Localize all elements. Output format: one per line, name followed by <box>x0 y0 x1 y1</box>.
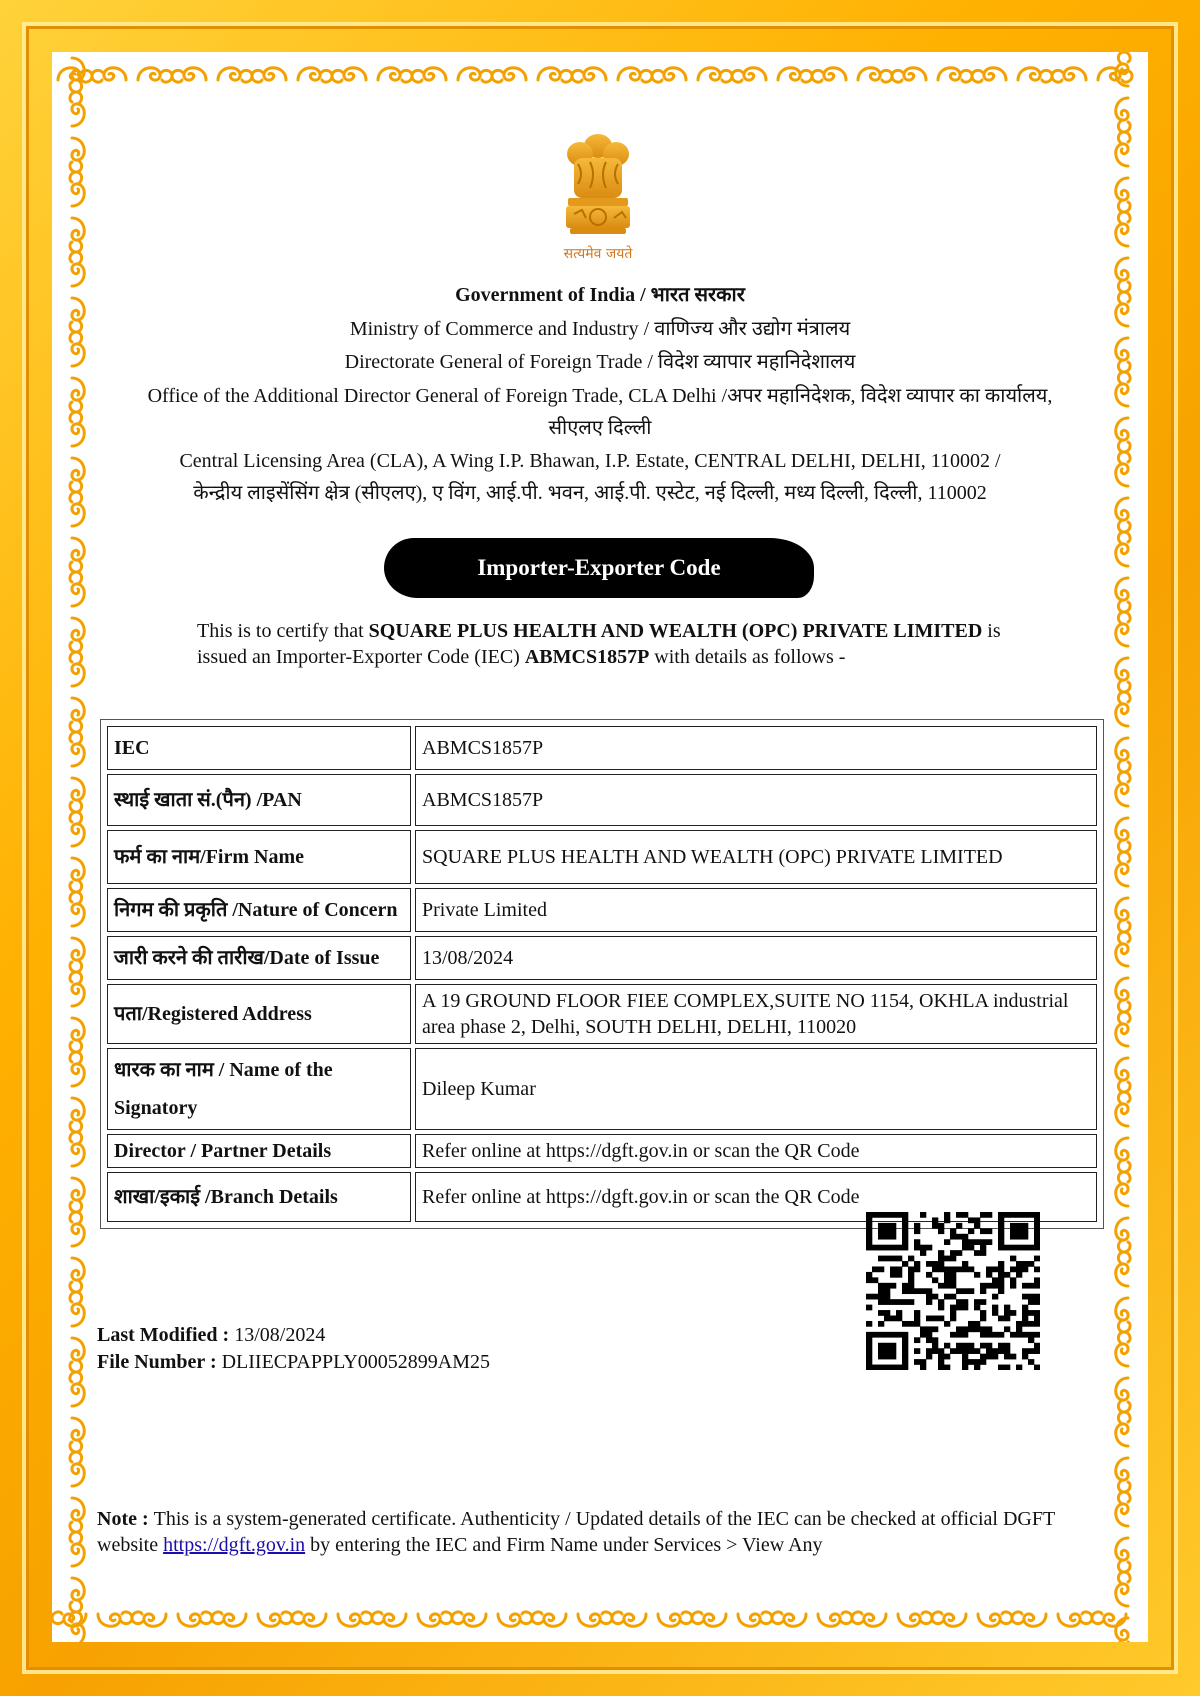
certificate-note <box>97 1506 1087 1558</box>
note-label: Note : <box>97 1508 154 1530</box>
note-text: This is a system-generated certificate. Authenticity / Updated details of the IEC can be checked at official DGFT website <box>97 1508 1055 1556</box>
detail-label: निगम की प्रकृति /Nature of Concern <box>107 888 411 932</box>
detail-value: Refer online at https://dgft.gov.in or scan the QR Code <box>415 1172 1097 1222</box>
detail-value: ABMCS1857P <box>415 726 1097 770</box>
government-heading: Government of India / भारत सरकार <box>455 284 745 306</box>
certify-middle: is issued an Importer-Exporter Code (IEC) <box>197 620 1001 668</box>
table-row <box>107 984 1097 1044</box>
detail-label: स्थाई खाता सं.(पैन) /PAN <box>107 774 411 826</box>
detail-label: शाखा/इकाई /Branch Details <box>107 1172 411 1222</box>
detail-label: धारक का नाम / Name of the Signatory <box>107 1048 411 1130</box>
table-row <box>107 1048 1097 1130</box>
national-emblem-icon <box>550 124 646 264</box>
detail-value: SQUARE PLUS HEALTH AND WEALTH (OPC) PRIVATE LIMITED <box>415 830 1097 884</box>
certify-prefix: This is to certify that <box>197 620 369 642</box>
detail-label: फर्म का नाम/Firm Name <box>107 830 411 884</box>
detail-value: Private Limited <box>415 888 1097 932</box>
certify-suffix: with details as follows - <box>649 646 846 668</box>
table-row <box>107 774 1097 826</box>
office-address <box>100 445 1080 509</box>
detail-label: पता/Registered Address <box>107 984 411 1044</box>
detail-value: ABMCS1857P <box>415 774 1097 826</box>
detail-value: 13/08/2024 <box>415 936 1097 980</box>
svg-text:सत्यमेव जयते: सत्यमेव जयते <box>563 246 633 262</box>
office-address-hindi: केन्द्रीय लाइसेंसिंग क्षेत्र (सीएलए), ए विंग, आई.पी. भवन, आई.पी. एस्टेट, नई दिल्ली, मध्य दिल्ली, दिल्ली, 110002 <box>193 482 987 504</box>
certificate-title: Importer-Exporter Code <box>384 538 814 598</box>
detail-value: Refer online at https://dgft.gov.in or scan the QR Code <box>415 1134 1097 1168</box>
note-text-after: by entering the IEC and Firm Name under Services > View Any <box>305 1534 823 1556</box>
qr-code[interactable] <box>866 1212 1040 1370</box>
file-number: File Number : DLIIECPAPPLY00052899AM25 <box>97 1351 491 1373</box>
detail-value: A 19 GROUND FLOOR FIEE COMPLEX,SUITE NO 1154, OKHLA industrial area phase 2, Delhi, SOUTH DELHI, DELHI, 110020 <box>415 984 1097 1044</box>
detail-label: Director / Partner Details <box>107 1134 411 1168</box>
table-row <box>107 936 1097 980</box>
office-heading: Office of the Additional Director General of Foreign Trade, CLA Delhi /अपर महानिदेशक, विदेश व्यापार का कार्यालय, सीएलए दिल्ली <box>147 385 1053 439</box>
table-row <box>107 726 1097 770</box>
directorate-heading: Directorate General of Foreign Trade / विदेश व्यापार महानिदेशालय <box>344 351 856 373</box>
detail-value: Dileep Kumar <box>415 1048 1097 1130</box>
dgft-website-link[interactable]: https://dgft.gov.in <box>163 1534 306 1556</box>
detail-label: IEC <box>107 726 411 770</box>
last-modified: Last Modified : 13/08/2024 <box>97 1324 326 1346</box>
certificate-meta <box>97 1322 490 1376</box>
detail-label: जारी करने की तारीख/Date of Issue <box>107 936 411 980</box>
table-row <box>107 888 1097 932</box>
ministry-heading: Ministry of Commerce and Industry / वाणिज्य और उद्योग मंत्रालय <box>349 318 851 340</box>
table-row <box>107 1134 1097 1168</box>
details-table <box>100 719 1104 1229</box>
certify-firm-name: SQUARE PLUS HEALTH AND WEALTH (OPC) PRIVATE LIMITED <box>368 620 983 642</box>
office-address-english: Central Licensing Area (CLA), A Wing I.P. Bhawan, I.P. Estate, CENTRAL DELHI, DELHI, 110002 / <box>179 450 1001 472</box>
certify-iec: ABMCS1857P <box>524 646 650 668</box>
table-row <box>107 830 1097 884</box>
certification-statement <box>197 618 1017 670</box>
